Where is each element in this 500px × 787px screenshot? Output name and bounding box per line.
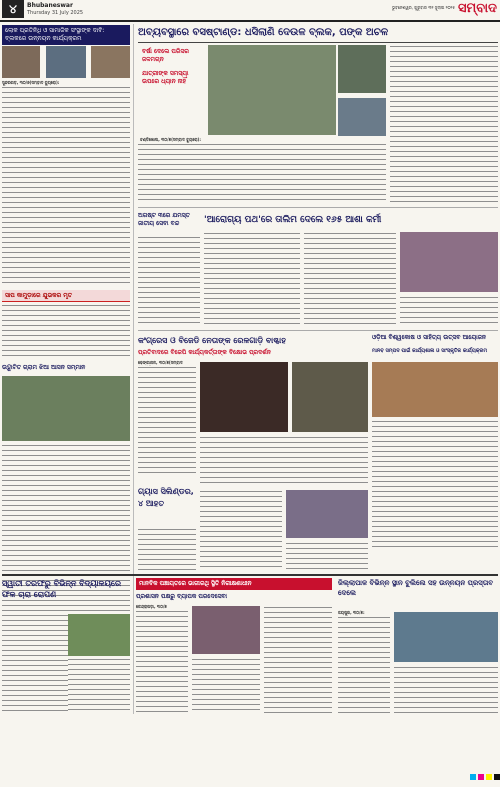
bottom-left-body-2 [68,658,130,714]
school-body [138,236,200,326]
congress-body-1 [138,366,196,476]
congress-dateline: ଢେଙ୍କାନାଳ, ୩୦/୭(ସମ୍ବାଦ [138,360,183,365]
left-top-photo [2,46,40,78]
page-number: ୪ [2,0,24,18]
bottom-mid-headline: ମାନବିକ ପଞ୍ଚାୟତରେ ଭାଗୀରଥି ସ୍ଥିତି ନିରୀକ୍ଷଣାଧୀନ [139,580,252,587]
culture-body [372,420,498,550]
masthead-divider [0,20,500,22]
masthead [0,0,500,21]
inline-body-2 [286,542,368,570]
brand-logo: ସମ୍ବାଦ [458,1,497,16]
register-marks [0,772,500,787]
register-mark-black [494,774,500,780]
left-top-headline-box [2,25,130,45]
bottom-right-photo [394,612,498,662]
left-mid-headline-box [2,290,130,302]
left-low-photo [2,376,130,441]
bottom-right-dateline: ଜୟପୁର, ୩୦/୭: [338,610,365,615]
school-headline: ଅଗଷ୍ଟ ୩ରେ ଯମସ୍ତ ଜାତୀୟ ସେବା ବନ୍ଦ [138,212,190,227]
asha-body-3 [400,296,498,326]
left-top-photo-2 [46,46,86,78]
bottom-mid-body-2 [192,658,260,714]
bottom-right-body-2 [394,666,498,714]
culture-subhead: ମାନବ ସମ୍ପଦ ପାଇଁ କାର୍ଯ୍ୟଶାଳା ଓ ସାଂସ୍କୃତିକ କାର୍ଯ୍ୟକ୍ରମ [372,348,488,354]
bottom-mid-photo [192,606,260,654]
bottom-mid-headline-box [136,578,332,590]
bus-stand-photo-2 [338,45,386,93]
congress-headline: କଂଗ୍ରେସ ଓ ବିଜେଡି ନେତାଙ୍କ ରେଳଗାଡ଼ି ବାଗ୍ଦାହ [138,336,286,345]
date-line: Thursday 31 July 2025 [27,10,84,16]
left-mid-body [2,304,130,360]
bottom-left-photo [68,614,130,656]
congress-subhead: ପ୍ରତିବାଦରେ ବିଜେପି କାର୍ଯ୍ୟକର୍ତ୍ତାଙ୍କ ବିକ୍ଷୋଭ ପ୍ରଦର୍ଶନ [138,349,271,356]
inline-body-1 [200,490,282,570]
main-body-right [390,45,498,203]
left-top-body [2,86,130,286]
register-mark-cyan [470,774,476,780]
inline-photo [286,490,368,538]
section-rule-2 [138,330,498,331]
main-bullet-2: ଯାତ୍ରୀଙ୍କ ସମସ୍ୟା ଉପରେ ଧ୍ୟାନ ନାହିଁ [142,70,189,85]
culture-photo [372,362,498,417]
gas-cylinder-box [138,486,196,526]
bottom-left-body-1 [2,614,64,714]
culture-headline: ଓଡ଼ିଆ ବିଶ୍ୱକୋଷ ଓ ସାହିତ୍ୟ ଉତ୍ସବ ଆୟୋଜନ [372,334,486,341]
bottom-mid-body-3 [264,606,332,714]
main-bullet-1: ବର୍ଷା ଦେଲେ ପରିସର ଜଳମଗ୍ନ [142,48,189,63]
left-top-photo-3 [91,46,130,78]
date-line-local: ଭୁବନେଶ୍ୱର, ଗୁରୁବାର ୩୧ ଜୁଲାଇ ୨୦୨୫ [391,5,455,10]
edition-label: Bhubaneswar [27,2,73,9]
left-top-dateline: ସୁନ୍ଦରଗଡ଼, ୩୦/୭(ସମ୍ବାଦ ବ୍ୟୁରୋ): [2,80,60,85]
main-body [138,143,386,203]
asha-headline: 'ଆରୋଗ୍ୟ ପଥ'ରେ ତାଲିମ ଦେଲେ ୧୬୫ ଆଶା କର୍ମୀ [204,215,382,225]
bus-stand-photo-3 [338,98,386,136]
section-rule-1 [138,207,498,208]
left-low-headline: ଉଦ୍ଘାଟିତ ଗ୍ରାମ ଝିଆ ଆସନ ସମ୍ମାନ [2,364,86,371]
gas-body [138,528,196,570]
bus-stand-photo [208,45,336,135]
register-mark-yellow [486,774,492,780]
gas-cylinder-headline: ଗ୍ୟାସ ସିଲିଣ୍ଡର, ୪ ଆହତ [138,487,194,508]
bottom-mid-body-1 [136,610,188,714]
inline-photo-box [200,490,368,570]
congress-protest-photo [200,362,288,432]
bottom-mid-dateline: କେନ୍ଦ୍ରାପଡ଼ା, ୩୦/୭ [136,604,167,609]
asha-body-1 [204,232,300,326]
congress-body-2 [200,436,368,486]
bottom-left-headline: ସ୍ୱାତୀ ତରଫରୁ ବିଭିନ୍ନ ବିଦ୍ୟାଳୟରେ ଫଳ ଚାରା ରୋପଣ [2,579,122,599]
main-headline: ଅବ୍ୟବସ୍ଥାରେ ବସଷ୍ଟାଣ୍ଡ: ଧସିଲାଣି ଦେଉଳ ବ୍ଲକ, ପଙ୍କ ଅଚଳ [138,27,389,38]
bottom-right-headline: ଜିଲ୍ଲାପାଳ ବିଭିନ୍ନ ସ୍ଥାନ ବୁଲିଲେ ସହ ଉନ୍ନୟନ ପ୍ରସ୍ତାବ ଦେଲେ [338,579,494,597]
left-column-divider [133,24,134,714]
main-headline-rule [138,42,498,43]
congress-crowd-photo [292,362,368,432]
left-mid-headline: ସାପ କାମୁଡ଼ାରେ ଯୁଭକର ମୃତ [5,292,73,299]
section-rule-3 [2,574,498,576]
asha-photo [400,232,498,292]
main-dateline: ଚଣ୍ଡିଖୋଲ, ୩୦/୭(ସମ୍ବାଦ ବ୍ୟୁରୋ): [140,137,201,142]
asha-body-2 [304,232,396,326]
left-top-headline: ଲୋକ ପ୍ରତିନିଧି ଓ ସାମାଜିକ ସଂସ୍ଥାଙ୍କ ଦାବି: ବ୍ଲକରେ ଉନ୍ନୟନ କାର୍ଯ୍ୟକ୍ରମ [5,27,105,42]
bottom-mid-subhead: ପ୍ରଶାସନ ପକ୍ଷରୁ ବ୍ୟାପକ ପରଦେସେବା [136,593,227,600]
bottom-right-body-1 [338,616,390,714]
register-mark-magenta [478,774,484,780]
